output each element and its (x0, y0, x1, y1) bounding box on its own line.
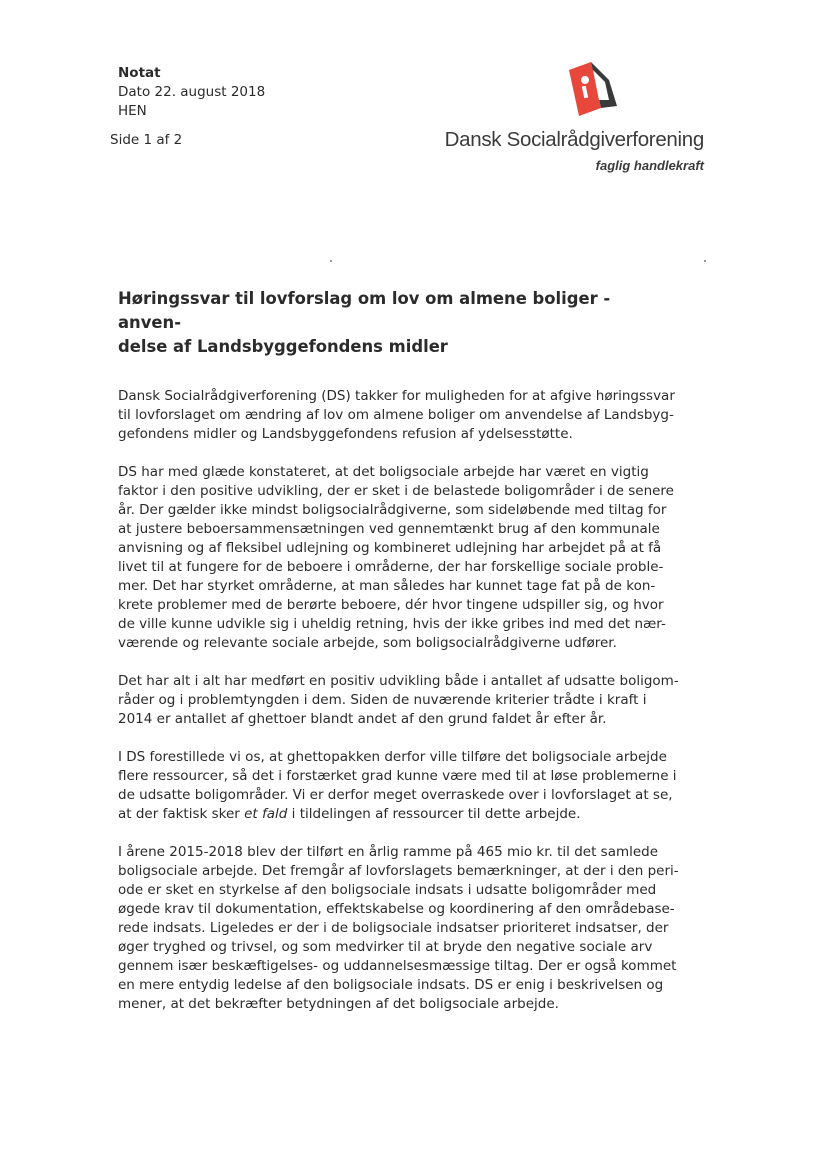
text-line: at der faktisk sker (118, 806, 245, 822)
text-line: de ville kunne udvikle sig i uheldig retning, hvis der ikke gribes ind med det nær- (118, 616, 666, 632)
text-line: de udsatte boligområder. Vi er derfor meget overraskede over i lovforslaget at se, (118, 787, 673, 803)
ds-logo-icon (561, 58, 625, 118)
text-line: Dansk Socialrådgiverforening (DS) takker for muligheden for at afgive høringssvar (118, 388, 675, 404)
text-line: værende og relevante sociale arbejde, som boligsocialrådgiverne udfører. (118, 635, 617, 651)
doc-type-label: Notat (118, 65, 161, 81)
text-line: DS har med glæde konstateret, at det boligsociale arbejde har været en vigtig (118, 464, 649, 480)
text-line: 2014 er antallet af ghettoer blandt andet af den grund faldet år efter år. (118, 711, 607, 727)
text-line: Det har alt i alt har medført en positiv udvikling både i antallet af udsatte boligom- (118, 673, 679, 689)
document-meta (118, 64, 265, 121)
text-line: anvisning og af fleksibel udlejning og kombineret udlejning har arbejdet på at få (118, 540, 662, 556)
text-line: råder og i problemtyngden i dem. Siden de nuværende kriterier trådte i kraft i (118, 692, 647, 708)
text-line: krete problemer med de berørte beboere, dér hvor tingene udspiller sig, og hvor (118, 597, 664, 613)
text-line: boligsociale arbejde. Det fremgår af lovforslagets bemærkninger, at der i den peri- (118, 863, 679, 879)
text-line: rede indsats. Ligeledes er der i de boligsociale indsatser prioriteret indsatser, der (118, 920, 669, 936)
paragraph-4 (118, 748, 692, 824)
paragraph-3 (118, 672, 692, 729)
text-line: øgede krav til dokumentation, effektskabelse og koordinering af den områdebase- (118, 901, 675, 917)
org-slogan: faglig handlekraft (595, 158, 704, 173)
scan-mark (330, 260, 332, 262)
text-line: en mere entydig ledelse af den boligsociale indsats. DS er enig i beskrivelsen og (118, 977, 664, 993)
text-line: livet til at fungere for de beboere i områderne, der har forskellige sociale proble- (118, 559, 664, 575)
paragraph-5 (118, 843, 692, 1014)
document-body (118, 387, 692, 1033)
emphasis-text: et fald (244, 806, 288, 822)
text-line: i tildelingen af ressourcer til dette arbejde. (287, 806, 581, 822)
paragraph-2 (118, 463, 692, 653)
doc-initials: HEN (118, 103, 147, 119)
text-line: øger tryghed og trivsel, og som medvirker til at bryde den negative sociale arv (118, 939, 653, 955)
title-line: delse af Landsbyggefondens midler (118, 337, 448, 356)
text-line: til lovforslaget om ændring af lov om almene boliger om anvendelse af Landsbyg- (118, 407, 674, 423)
text-line: mer. Det har styrket områderne, at man således har kunnet tage fat på de kon- (118, 578, 656, 594)
org-name: Dansk Socialrådgiverforening (444, 128, 704, 151)
text-line: mener, at det bekræfter betydningen af det boligsociale arbejde. (118, 996, 559, 1012)
text-line: ode er sket en styrkelse af den boligsociale indsats i udsatte boligområder med (118, 882, 657, 898)
page-number: Side 1 af 2 (110, 132, 183, 148)
text-line: faktor i den positive udvikling, der er sket i de belastede boligområder i de senere (118, 483, 674, 499)
org-logo (436, 58, 708, 176)
title-line: Høringssvar til lovforslag om lov om almene boliger - anven- (118, 289, 611, 332)
text-line: flere ressourcer, så det i forstærket grad kunne være med til at løse problemerne i (118, 768, 677, 784)
text-line: gennem især beskæftigelses- og uddannelsesmæssige tiltag. Der er også kommet (118, 958, 677, 974)
scan-mark (704, 260, 706, 262)
text-line: år. Der gælder ikke mindst boligsocialrådgiverne, som sideløbende med tiltag for (118, 502, 667, 518)
paragraph-1 (118, 387, 692, 444)
doc-date: Dato 22. august 2018 (118, 84, 266, 100)
text-line: gefondens midler og Landsbyggefondens refusion af ydelsesstøtte. (118, 426, 573, 442)
text-line: I årene 2015-2018 blev der tilført en årlig ramme på 465 mio kr. til det samlede (118, 844, 659, 860)
text-line: at justere beboersammensætningen ved gennemtænkt brug af den kommunale (118, 521, 660, 537)
text-line: I DS forestillede vi os, at ghettopakken derfor ville tilføre det boligsociale arbejde (118, 749, 667, 765)
document-title (118, 287, 678, 359)
